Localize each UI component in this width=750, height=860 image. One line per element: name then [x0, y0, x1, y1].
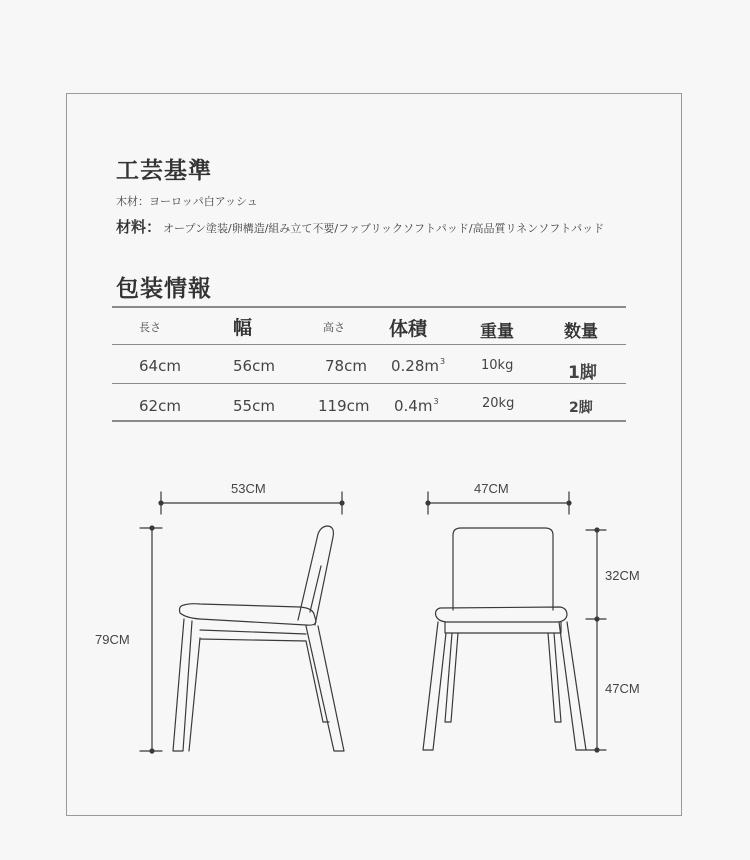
header-width: 幅 — [233, 317, 253, 339]
craft-title: 工芸基準 — [116, 158, 212, 184]
header-weight: 重量 — [480, 322, 514, 342]
header-height: 高さ — [323, 321, 345, 334]
row2-volume-value: 0.4m — [394, 397, 433, 415]
row2-volume-exp: 3 — [433, 397, 439, 406]
total-height-label: 79CM — [95, 632, 130, 647]
row1-volume-exp: 3 — [440, 357, 446, 366]
row1-weight: 10kg — [481, 358, 514, 373]
front-width-label: 47CM — [474, 481, 509, 496]
row2-height: 119cm — [318, 397, 370, 415]
row2-quantity: 2脚 — [569, 400, 593, 416]
row1-height: 78cm — [325, 357, 367, 375]
row1-length: 64cm — [139, 357, 181, 375]
header-quantity: 数量 — [564, 322, 598, 342]
row1-width: 56cm — [233, 357, 275, 375]
wood-spec: 木材：ヨーロッパ白アッシュ — [116, 195, 258, 208]
side-chair-icon — [173, 526, 344, 751]
header-volume: 体積 — [389, 318, 428, 340]
front-chair-icon — [423, 528, 586, 750]
row1-volume-value: 0.28m — [391, 357, 440, 375]
row1-quantity: 1脚 — [568, 363, 597, 383]
row2-weight: 20kg — [482, 396, 515, 411]
back-height-label: 32CM — [605, 568, 640, 583]
row2-length: 62cm — [139, 397, 181, 415]
header-length: 長さ — [139, 321, 161, 334]
material-label: 材料： — [116, 218, 162, 236]
front-height-dimension — [586, 528, 606, 752]
material-value: オープン塗装/卵構造/組み立て不要/ファブリックソフトパッド/高品質リネンソフトパッド — [163, 222, 605, 235]
total-height-dimension — [140, 526, 162, 753]
side-width-label: 53CM — [231, 481, 266, 496]
row2-width: 55cm — [233, 397, 275, 415]
packaging-title: 包装情報 — [116, 276, 212, 302]
seat-height-label: 47CM — [605, 681, 640, 696]
